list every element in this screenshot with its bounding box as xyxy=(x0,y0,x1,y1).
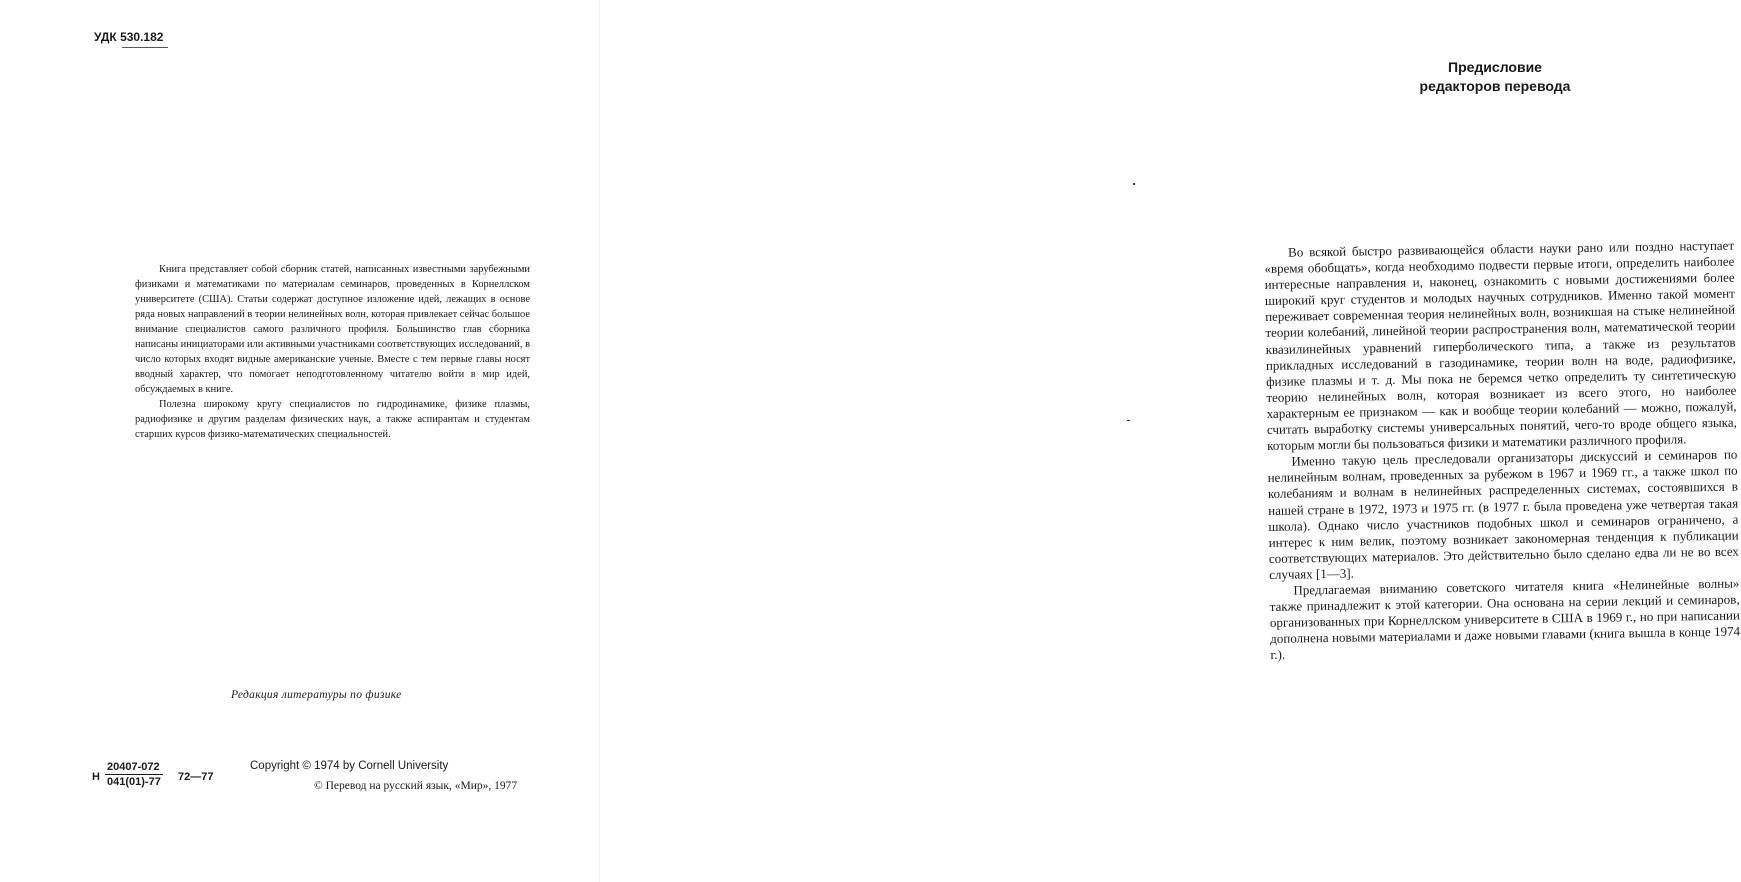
book-abstract xyxy=(135,262,530,442)
abstract-paragraph: Книга представляет собой сборник статей, написанных известными зарубежными физиками и математиками по материалам семинаров, проведенных в Корнеллском университете (США). Статьи содержат доступное изложение идей, лежащих в основе ряда новых направлений в теории нелинейных волн, которая привлекает сейчас большое внимание специалистов самого различного профиля. Большинство глав сборника написаны инициаторами или активными участниками соответствующих исследований, в число которых входят видные американские ученые. Вместе с тем первые главы носят вводный характер, что помогает неподготовленному читателю войти в мир идей, обсуждаемых в книге. xyxy=(135,264,530,395)
preface-title xyxy=(1380,58,1610,96)
copyright-translation: © Перевод на русский язык, «Мир», 1977 xyxy=(314,780,518,792)
scan-speck xyxy=(1127,420,1130,421)
copyright-original: Copyright © 1974 by Cornell University xyxy=(250,760,449,772)
left-page xyxy=(0,0,600,882)
catalog-suffix: 72—77 xyxy=(178,771,214,783)
abstract-paragraph: Полезна широкому кругу специалистов по гидродинамике, физике плазмы, радиофизике и другим разделам физических наук, а также аспирантам и студентам старших курсов физико-математических специальностей. xyxy=(135,399,530,440)
preface-body xyxy=(1264,238,1741,664)
catalog-denominator: 041(01)-77 xyxy=(107,776,161,788)
preface-title-line: редакторов перевода xyxy=(1419,78,1571,94)
preface-title-line: Предисловие xyxy=(1448,59,1542,75)
udc-underline xyxy=(122,47,168,48)
editorial-office: Редакция литературы по физике xyxy=(231,689,402,701)
catalog-numerator: 20407-072 xyxy=(105,761,163,775)
right-page xyxy=(600,0,1741,882)
catalog-prefix: Н xyxy=(92,771,100,783)
scan-speck xyxy=(1133,183,1135,185)
udc-code: УДК 530.182 xyxy=(94,30,164,44)
copyright-block xyxy=(250,756,517,796)
catalog-fraction xyxy=(105,761,163,788)
preface-paragraph: Предлагаемая вниманию советского читателя книга «Нелинейные волны» также принадлежит к этой категории. Она основана на серии лекций и семинаров, организованных при Корнеллском университете в США в 1969 г., но при написании дополнена новыми материалами и даже новыми главами (книга вышла в конце 1974 г.). xyxy=(1269,575,1741,663)
preface-paragraph: Именно такую цель преследовали организаторы дискуссий и семинаров по нелинейным волнам, проведенных за рубежом в 1967 и 1969 гг., а также школ по колебаниям и волнам в нелинейных распределенных системах, состоявшихся в нашей стране в 1972, 1973 и 1975 гг. (в 1977 г. была проведена уже четвертая такая школа). Однако число участников подобных школ и семинаров ограничено, а интерес к ним велик, поэтому возникает закономерная тенденция к публикации соответствующих материалов. Это действительно было сделано едва ли не во всех случаях [1—3]. xyxy=(1267,446,1739,582)
preface-paragraph: Во всякой быстро развивающейся области науки рано или поздно наступает «время обобщать», когда необходимо подвести первые итоги, определить наиболее интересные направления и, наконец, ознакомить с новыми достижениями более широкий круг студентов и молодых научных сотрудников. Именно такой момент переживает современная теория нелинейных волн, возникшая на стыке нелинейной теории колебаний, линейной теории распространения волн, математической теории квазилинейных уравнений гиперболического типа, а также из результатов прикладных исследований в газодинамике, теории волн на воде, радиофизике, физике плазмы и т. д. Мы пока не беремся четко определить ту синтетическую теорию нелинейных волн, которая возникает из всего этого, но наиболее характерным ее признаком — как и вообще теории колебаний — можно, пожалуй, считать выработку системы универсальных понятий, чего-то вроде общего языка, которым могли бы пользоваться физики и математики различного профиля. xyxy=(1264,237,1737,454)
